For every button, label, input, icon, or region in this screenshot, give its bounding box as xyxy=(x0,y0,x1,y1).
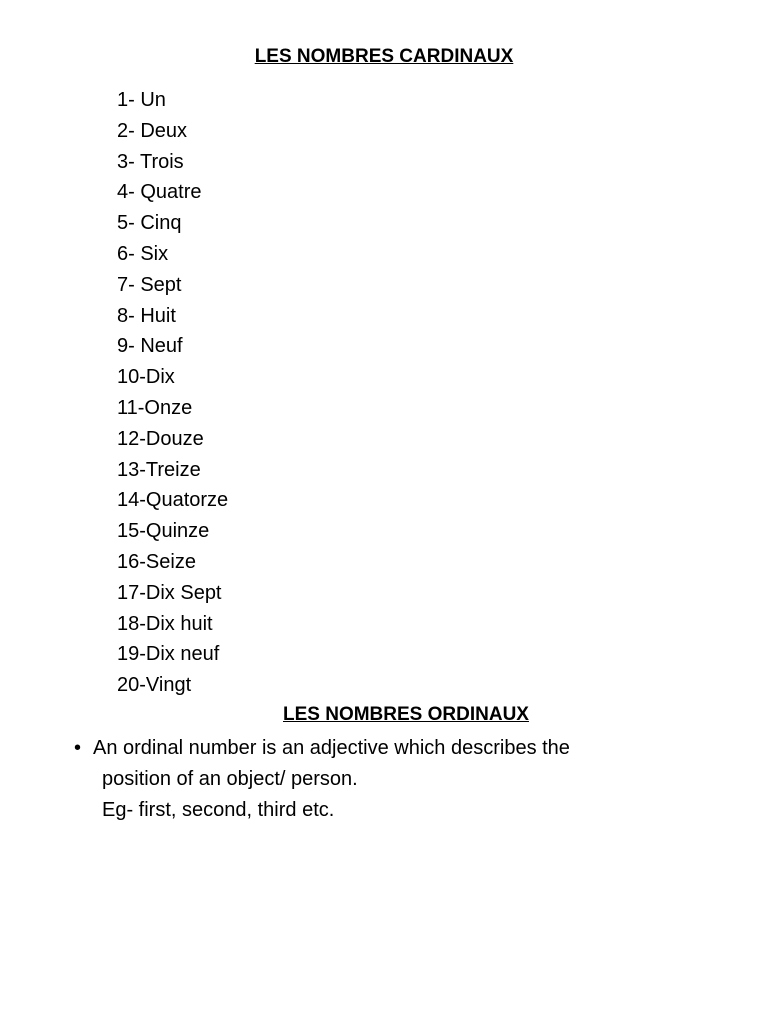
list-item: 14-Quatorze xyxy=(117,489,229,512)
example-text: Eg- first, second, third etc. xyxy=(102,799,335,821)
list-item: 7- Sept xyxy=(117,273,182,296)
list-item: 11-Onze xyxy=(117,396,193,419)
list-item: 20-Vingt xyxy=(117,674,192,697)
list-item: 10-Dix xyxy=(117,366,175,389)
list-item: 8- Huit xyxy=(117,304,176,327)
bullet-icon: • xyxy=(74,737,82,759)
ordinal-definition xyxy=(74,733,714,826)
list-item: 3- Trois xyxy=(117,150,184,173)
list-item: 17-Dix Sept xyxy=(117,581,222,604)
list-item: 9- Neuf xyxy=(117,335,183,358)
list-item: 19-Dix neuf xyxy=(117,643,220,666)
list-item: 12-Douze xyxy=(117,427,204,450)
list-item: 2- Deux xyxy=(117,119,188,142)
ordinal-numbers-heading: LES NOMBRES ORDINAUX xyxy=(283,704,529,725)
cardinal-numbers-heading: LES NOMBRES CARDINAUX xyxy=(254,46,514,67)
definition-text: An ordinal number is an adjective which describes the xyxy=(93,737,570,759)
list-item: 16-Seize xyxy=(117,550,196,573)
list-item: 15-Quinze xyxy=(117,520,210,543)
list-item: 5- Cinq xyxy=(117,212,182,235)
list-item: 6- Six xyxy=(117,242,169,265)
list-item: 1- Un xyxy=(117,89,166,111)
definition-continuation: position of an object/ person. xyxy=(102,768,358,790)
list-item: 4- Quatre xyxy=(117,181,202,204)
list-item: 13-Treize xyxy=(117,458,201,481)
list-item: 18-Dix huit xyxy=(117,612,213,635)
cardinal-numbers-list xyxy=(117,88,228,704)
bullet-line xyxy=(74,733,714,764)
